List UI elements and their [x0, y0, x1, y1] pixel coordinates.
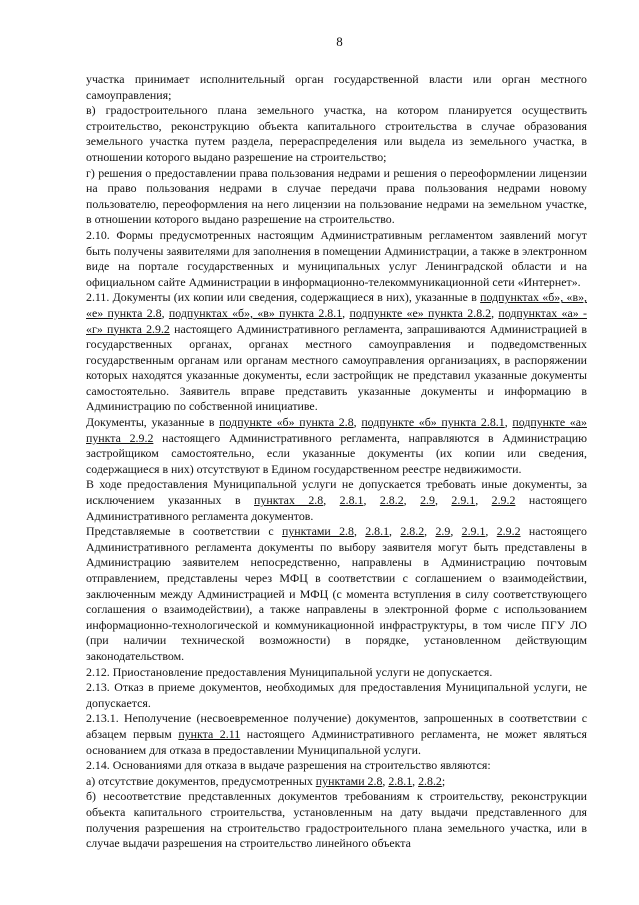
- reference-link[interactable]: подпунктах «б», «в», «е» пункта 2.8: [86, 290, 587, 320]
- paragraph-text: ,: [363, 493, 380, 508]
- paragraph-text: 2.10. Формы предусмотренных настоящим Административным регламентом заявлений могут быть получены заявителями для заполнения в помещении Администрации, а также в электронном виде на портале государственных и муниципальных услуг Ленинградской области и на официальном сайте Администрации в информационно-телекоммуникационной сети «Интернет».: [86, 227, 587, 289]
- paragraph-text: 2.14. Основаниями для отказа в выдаче разрешения на строительство являются:: [86, 758, 491, 773]
- reference-link[interactable]: подпункте «е» пункта 2.8.2: [349, 305, 492, 320]
- reference-link[interactable]: 2.9.1: [461, 524, 486, 539]
- reference-link[interactable]: 2.8.2: [400, 524, 425, 539]
- paragraph-text: участка принимает исполнительный орган государственной власти или орган местного самоуправления;: [86, 72, 587, 102]
- paragraph: [86, 680, 587, 711]
- reference-link[interactable]: 2.8.2: [418, 773, 442, 788]
- paragraph-text: настоящего Административного регламента, запрашиваются Администрацией в государственных органах, органах местного самоуправления и подведомственных государственным органам или органам местного самоуправления организациях, в распоряжении которых находятся указанные документы, если застройщик не представил указанные документы самостоятельно. Заявитель вправе представить указанные документы и информацию в Администрацию по собственной инициативе.: [86, 321, 588, 414]
- reference-link[interactable]: подпункте «б» пункта 2.8: [219, 415, 354, 430]
- reference-link[interactable]: пунктами 2.8: [315, 773, 383, 788]
- reference-link[interactable]: 2.9: [420, 493, 435, 508]
- reference-link[interactable]: 2.9.2: [491, 493, 516, 508]
- paragraph: [86, 711, 587, 758]
- paragraph: [86, 72, 587, 103]
- paragraph-text: ,: [434, 493, 452, 508]
- page-number: 8: [336, 34, 343, 49]
- paragraph: [86, 665, 587, 681]
- paragraph: [86, 290, 587, 415]
- paragraph-text: ,: [412, 773, 419, 788]
- paragraph-text: а) отсутствие документов, предусмотренных: [86, 773, 316, 788]
- reference-link[interactable]: пунктами 2.8: [281, 524, 354, 539]
- reference-link[interactable]: 2.9: [435, 524, 451, 539]
- paragraph-text: ,: [389, 524, 401, 539]
- paragraph-text: настоящего Административного регламента документы по выбору заявителя могут быть представлены в Администрацию заявителем непосредственно, направлены в Администрацию почтовым отправлением, представлены через МФЦ в соответствии с соглашением о взаимодействии, заключенным между Администрацией и МФЦ (с момента вступления в силу соответствующего соглашения о взаимодействии), а также направлены в электронной форме с использованием информационно-технологической и коммуникационной инфраструктуры, в том числе ПГУ ЛО (при наличии технической возможности) в порядке, установленном действующим законодательством.: [86, 524, 587, 663]
- paragraph-text: Документы, указанные в: [86, 415, 220, 430]
- paragraph: [86, 103, 587, 165]
- reference-link[interactable]: подпункте «а» пункта 2.9.2: [86, 415, 587, 445]
- paragraph-text: 2.13. Отказ в приеме документов, необходимых для предоставления Муниципальной услуги, не допускается.: [86, 680, 587, 710]
- reference-link[interactable]: 2.8.1: [339, 493, 364, 508]
- paragraph-text: ,: [161, 305, 169, 320]
- paragraph-text: ,: [403, 493, 421, 508]
- paragraph: [86, 166, 587, 228]
- paragraph: [86, 228, 587, 290]
- paragraph: [86, 758, 587, 774]
- reference-link[interactable]: 2.9.1: [451, 493, 476, 508]
- reference-link[interactable]: 2.8.1: [388, 773, 413, 788]
- paragraph-text: 2.12. Приостановление предоставления Муниципальной услуги не допускается.: [86, 664, 493, 679]
- paragraph-text: ,: [353, 524, 366, 539]
- reference-link[interactable]: пункта 2.11: [178, 726, 241, 741]
- paragraph-text: 2.13.1. Неполучение (несвоевременное получение) документов, запрошенных в соответствии с абзацем первым: [86, 711, 587, 741]
- paragraph-text: В ходе предоставления Муниципальной услуги не допускается требовать иные документы, за исключением указанных в: [86, 477, 587, 508]
- reference-link[interactable]: 2.8.1: [365, 524, 390, 539]
- paragraph-text: ,: [504, 415, 513, 430]
- reference-link[interactable]: подпункте «б» пункта 2.8.1: [361, 415, 505, 430]
- paragraph-text: 2.11. Документы (их копии или сведения, содержащиеся в них), указанные в: [86, 290, 481, 305]
- paragraph-text: ,: [485, 524, 497, 539]
- paragraph-text: ,: [342, 305, 350, 320]
- paragraph-text: ,: [475, 493, 492, 508]
- reference-link[interactable]: 2.9.2: [496, 524, 521, 539]
- paragraph-text: настоящего Административного регламента, не может являться основанием для отказа в предоставлении Муниципальной услуги.: [86, 726, 587, 757]
- document-body: [86, 72, 587, 852]
- paragraph-text: б) несоответствие представленных документов требованиям к строительству, реконструкции объекта капитального строительства, установленным на дату выдачи представленного для получения разрешения на строительство градостроительного плана земельного участка, или в случае выдачи разрешения на строительство линейного объекта: [86, 789, 587, 851]
- reference-link[interactable]: подпунктах «а» - «г» пункта 2.9.2: [86, 305, 587, 336]
- paragraph-text: ,: [424, 524, 436, 539]
- paragraph-text: настоящего Административного регламента, направляются в Администрацию застройщиком самостоятельно, если указанные документы (их копии или сведения, содержащиеся в них) отсутствуют в Едином государственном реестре недвижимости.: [86, 430, 587, 476]
- reference-link[interactable]: подпунктах «б», «в» пункта 2.8.1: [168, 305, 343, 320]
- reference-link[interactable]: пунктах 2.8: [254, 493, 324, 508]
- paragraph-text: ;: [441, 773, 446, 788]
- paragraph: [86, 477, 587, 524]
- paragraph: [86, 789, 587, 851]
- paragraph-text: ,: [353, 415, 362, 430]
- paragraph-text: ,: [450, 524, 462, 539]
- paragraph-text: настоящего Административного регламента документов.: [86, 493, 587, 523]
- paragraph-text: ,: [382, 773, 389, 788]
- paragraph-text: ,: [323, 493, 340, 508]
- paragraph-text: ,: [491, 305, 499, 320]
- paragraph: [86, 415, 587, 477]
- paragraph: [86, 524, 587, 664]
- paragraph-text: г) решения о предоставлении права пользования недрами и решения о переоформлении лицензии на право пользования недрами в случае передачи права пользования недрами новому пользователю, переоформления на него лицензии на пользование недрами на земельном участке, в отношении которого выдано разрешение на строительство.: [86, 165, 587, 227]
- paragraph-text: Представляемые в соответствии с: [86, 524, 282, 539]
- paragraph-text: в) градостроительного плана земельного участка, на котором планируется осуществить строительство, реконструкцию объекта капитального строительства в случае образования земельного участка путем раздела, перераспределения или выдела из земельного участка, в отношении которого выдано разрешение на строительство;: [86, 103, 587, 164]
- reference-link[interactable]: 2.8.2: [379, 493, 404, 508]
- paragraph: [86, 774, 587, 790]
